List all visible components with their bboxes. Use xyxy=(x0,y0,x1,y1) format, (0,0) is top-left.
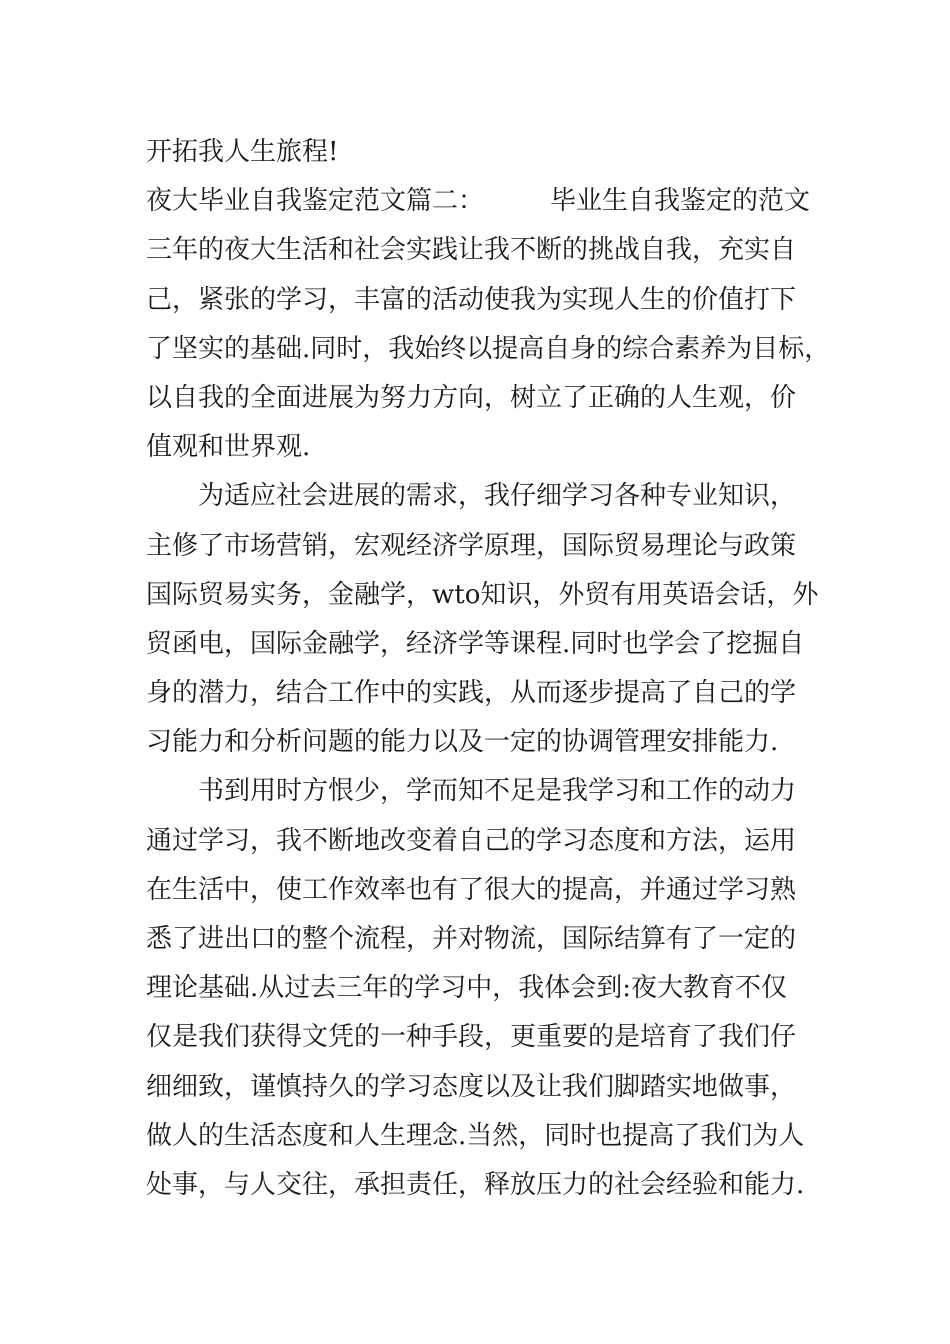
text-line: 开拓我人生旅程! xyxy=(146,137,339,167)
paragraph-start-line: 书到用时方恨少，学而知不足是我学习和工作的动力 xyxy=(198,776,797,807)
document-body xyxy=(146,128,831,1210)
text-line: 悉了进出口的整个流程，并对物流，国际结算有了一定的 xyxy=(146,924,797,954)
section-heading: 夜大毕业自我鉴定范文篇二： xyxy=(146,186,485,217)
text-line: 了坚实的基础.同时，我始终以提高自身的综合素养为目标， xyxy=(146,333,831,364)
text-line: 以自我的全面进展为努力方向，树立了正确的人生观，价 xyxy=(146,382,797,413)
text-line: 值观和世界观. xyxy=(146,432,311,463)
text-line: 三年的夜大生活和社会实践让我不断的挑战自我，充实自 xyxy=(146,235,797,266)
text-line: 贸函电，国际金融学，经济学等课程.同时也学会了挖掘自 xyxy=(146,628,805,659)
text-line: 主修了市场营销，宏观经济学原理，国际贸易理论与政策 xyxy=(146,530,797,561)
text-line: 在生活中，使工作效率也有了很大的提高，并通过学习熟 xyxy=(146,874,797,905)
text-line: 习能力和分析问题的能力以及一定的协调管理安排能力. xyxy=(146,727,779,758)
paragraph-start-line: 为适应社会进展的需求，我仔细学习各种专业知识， xyxy=(198,481,797,512)
section-heading-line xyxy=(146,177,826,226)
text-line: 理论基础.从过去三年的学习中，我体会到:夜大教育不仅 xyxy=(146,973,788,1004)
text-line: 通过学习，我不断地改变着自己的学习态度和方法，运用 xyxy=(146,825,797,856)
text-line: 做人的生活态度和人生理念.当然，同时也提高了我们为人 xyxy=(146,1120,805,1151)
section-subheading: 毕业生自我鉴定的范文 xyxy=(550,186,811,217)
text-line: 处事，与人交往，承担责任，释放压力的社会经验和能力. xyxy=(146,1169,805,1200)
text-line: 身的潜力，结合工作中的实践，从而逐步提高了自己的学 xyxy=(146,678,797,709)
text-line: 仅是我们获得文凭的一种手段，更重要的是培育了我们仔 xyxy=(146,1022,797,1053)
text-line: 国际贸易实务，金融学，wto知识，外贸有用英语会话，外 xyxy=(146,579,819,610)
text-line: 己，紧张的学习，丰富的活动使我为实现人生的价值打下 xyxy=(146,284,797,315)
text-line: 细细致，谨慎持久的学习态度以及让我们脚踏实地做事， xyxy=(146,1071,797,1102)
